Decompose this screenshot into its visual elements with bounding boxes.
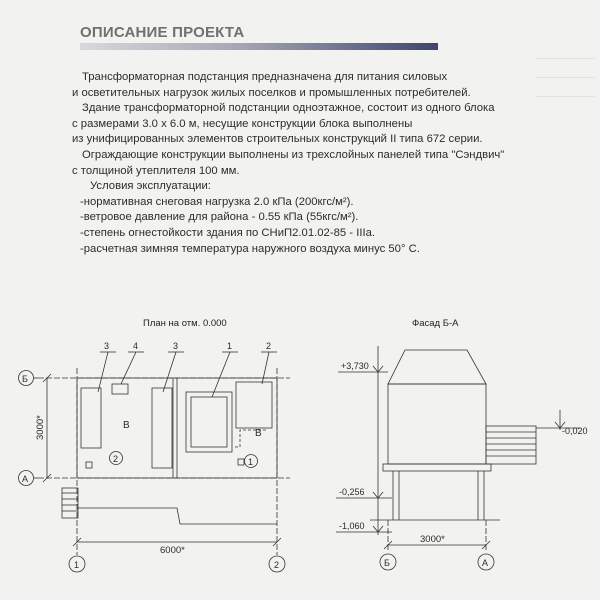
facade-axis-label: Б (384, 558, 390, 568)
plan-room-label: В (123, 420, 130, 431)
facade-elevation: +3,730 (341, 361, 369, 371)
facade-elevation: -0,020 (562, 426, 588, 436)
section-title: ОПИСАНИЕ ПРОЕКТА (80, 24, 245, 41)
plan-callout: 4 (133, 341, 139, 351)
plan-title: План на отм. 0.000 (143, 318, 227, 329)
paragraph-line: с размерами 3.0 х 6.0 м, несущие конструкции блока выполнены (72, 117, 413, 130)
plan-axis-label: Б (22, 374, 28, 384)
plan-axis-label: 2 (274, 560, 280, 570)
plan-callout: 3 (104, 341, 110, 351)
condition-item: -степень огнестойкости здания по СНиП2.01.02-85 - IIIа. (80, 226, 376, 239)
plan-callout: 2 (266, 341, 272, 351)
plan-room-number: 2 (113, 454, 119, 464)
plan-callout: 3 (173, 341, 179, 351)
conditions-title: Условия эксплуатации: (90, 180, 211, 193)
condition-item: -расчетная зимняя температура наружного воздуха минус 50° С. (80, 242, 420, 255)
paragraph-line: и осветительных нагрузок жилых поселков и промышленных потребителей. (72, 86, 471, 99)
facade-width-dimension: 3000* (420, 534, 445, 545)
plan-room-label: В (255, 428, 262, 439)
plan-axis-label: А (22, 474, 29, 484)
paragraph-line: Здание трансформаторной подстанции одноэтажное, состоит из одного блока (82, 102, 495, 115)
condition-item: -ветровое давление для района - 0.55 кПа (55кгс/м²). (80, 211, 359, 224)
facade-elevation: -0,256 (339, 487, 365, 497)
facade-roof (388, 350, 486, 384)
plan-callout: 1 (227, 341, 233, 351)
paragraph-line: Ограждающие конструкции выполнены из трехслойных панелей типа "Сэндвич" (82, 148, 505, 161)
plan-axis-label: 1 (74, 560, 80, 570)
facade-title: Фасад Б-А (412, 318, 459, 329)
plan-height-dimension: 3000* (35, 415, 46, 440)
facade-slab (383, 464, 491, 471)
plan-room-number: 1 (248, 457, 254, 467)
paragraph-line: Трансформаторная подстанция предназначена для питания силовых (82, 71, 448, 83)
facade-elevation: -1,060 (339, 521, 365, 531)
paragraph-line: с толщиной утеплителя 100 мм. (72, 164, 240, 177)
facade-axis-label: А (482, 558, 489, 568)
paragraph-line: из унифицированных элементов строительных конструкций II типа 672 серии. (72, 133, 483, 146)
condition-item: -нормативная снеговая нагрузка 2.0 кПа (200кгс/м²). (80, 195, 354, 208)
plan-width-dimension: 6000* (160, 545, 185, 556)
facade-body (388, 384, 486, 464)
